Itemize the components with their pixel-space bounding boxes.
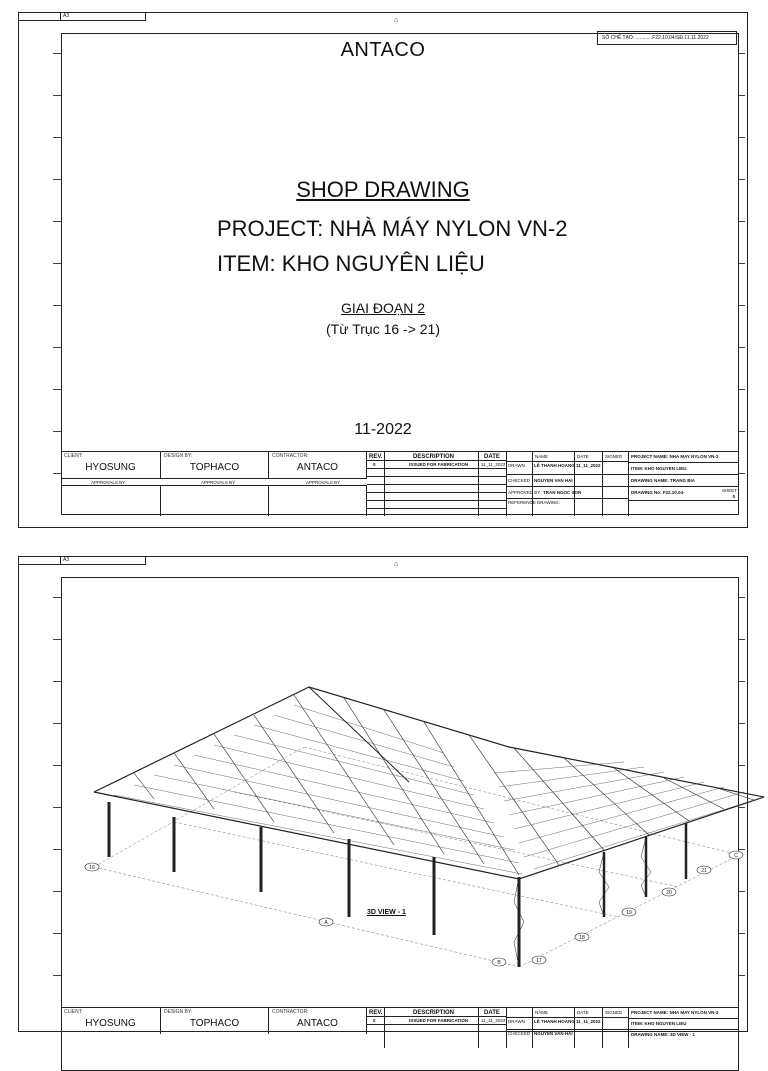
issue-date: 11-2022 xyxy=(354,421,412,438)
border-tick xyxy=(53,95,61,96)
client-name: HYOSUNG xyxy=(85,1018,136,1029)
border-tick xyxy=(739,765,745,766)
border-tick xyxy=(739,639,745,640)
grid-marker: B xyxy=(497,960,501,966)
design-name: TOPHACO xyxy=(189,1018,240,1029)
contractor-name: ANTACO xyxy=(297,1018,338,1029)
contractor-cell: CONTRACTOR: ANTACO xyxy=(269,1008,367,1034)
border-tick xyxy=(739,975,745,976)
grid-marker: 21 xyxy=(701,868,707,874)
border-tick xyxy=(53,849,61,850)
border-tick xyxy=(53,723,61,724)
border-tick xyxy=(53,807,61,808)
border-tick xyxy=(53,53,61,54)
border-tick xyxy=(739,431,745,432)
border-tick xyxy=(739,389,745,390)
title-block: CLIENT: HYOSUNG DESIGN BY: TOPHACO CONTRACTOR: ANTACO REV. 0 DESCRIPTION ISSUED FOR FABRICATION DATE 11_11_2022 DRAWN CHECKED NAME LÊ THANH HOANG NGUYEN VAN HAI DATE 11_11_2022 SIGNED PROJECT NAME: NHA MAY NYLON VN-2 ITEM: KHO NGUYEN LIEU DRAWING NAME: 3D VIEW - 1 xyxy=(61,1007,739,1071)
sign-date-column: DATE 11_11_2022 xyxy=(575,452,603,516)
border-tick xyxy=(739,137,745,138)
axis-range: (Từ Trục 16 -> 21) xyxy=(325,321,441,337)
border-tick xyxy=(53,473,61,474)
design-cell: DESIGN BY: TOPHACO xyxy=(161,1008,269,1034)
grid-marker: C xyxy=(734,853,738,859)
sheet-rev-box xyxy=(19,13,61,21)
project-title: PROJECT: NHÀ MÁY NYLON VN-2 xyxy=(217,216,568,241)
grid-marker: 16 xyxy=(89,865,95,871)
contractor-name: ANTACO xyxy=(297,462,338,473)
border-tick xyxy=(739,221,745,222)
item-title: ITEM: KHO NGUYÊN LIỆU xyxy=(217,251,485,276)
company-name: ANTACO xyxy=(340,39,426,61)
date-column: DATE 11_11_2022 xyxy=(479,452,507,516)
project-info-column: PROJECT NAME: NHA MAY NYLON VN-2 ITEM: KHO NGUYEN LIEU DRAWING NAME: TRANG BIA DRAWING No: F22.10.04- SHEET 0 xyxy=(631,454,737,499)
serial-number-box: SỐ CHẾ TẠO: ............F22.10.04/SĐ.11.11.2022 xyxy=(597,31,737,45)
center-mark: ⌂ xyxy=(394,561,399,568)
border-tick xyxy=(53,389,61,390)
border-tick xyxy=(53,681,61,682)
client-cell: CLIENT: HYOSUNG xyxy=(61,452,161,478)
border-tick xyxy=(53,975,61,976)
phase-title: GIAI ĐOẠN 2 xyxy=(340,300,426,316)
border-tick xyxy=(739,807,745,808)
border-tick xyxy=(739,849,745,850)
client-name: HYOSUNG xyxy=(85,462,136,473)
border-tick xyxy=(739,179,745,180)
grid-marker: 19 xyxy=(626,910,632,916)
border-tick xyxy=(53,347,61,348)
sheet-size-box xyxy=(61,13,146,21)
view-label: 3D VIEW - 1 xyxy=(367,909,406,916)
3d-view-sheet xyxy=(18,556,748,1037)
border-tick xyxy=(53,891,61,892)
title-block: CLIENT: HYOSUNG DESIGN BY: TOPHACO CONTRACTOR: ANTACO APPROVALS BY APPROVALS BY APPROVALS BY REV. 0 DESCRIPTION ISSUED FOR FABRICATION DATE 11_11_2022 DRAWN CHECKED APPROVED BY NAME LÊ THANH HOANG NGUYEN VAN HAI TRAN NGOC SON DATE 11_11_2022 SIGNED REFERENCE DRAWING: PROJECT NAME: NHA MAY NYLON VN-2 ITEM: KHO NGUYEN LIEU DRAWING NAME: TRANG BIA DRAWING No: F22.10.04- SHEET 0 xyxy=(61,451,739,515)
border-tick xyxy=(739,263,745,264)
cover-sheet xyxy=(18,12,748,528)
border-tick xyxy=(53,137,61,138)
border-tick xyxy=(739,891,745,892)
client-cell: CLIENT: HYOSUNG xyxy=(61,1008,161,1034)
grid-marker: 17 xyxy=(536,958,542,964)
border-tick xyxy=(739,347,745,348)
contractor-cell: CONTRACTOR: ANTACO xyxy=(269,452,367,478)
border-tick xyxy=(53,639,61,640)
border-tick xyxy=(53,597,61,598)
role-column: DRAWN CHECKED APPROVED BY xyxy=(507,452,533,516)
border-tick xyxy=(739,95,745,96)
name-column: NAME LÊ THANH HOANG NGUYEN VAN HAI TRAN NGOC SON xyxy=(533,452,575,516)
border-tick xyxy=(53,933,61,934)
shop-drawing-title: SHOP DRAWING xyxy=(296,177,470,202)
border-tick xyxy=(53,431,61,432)
grid-marker: 20 xyxy=(666,890,672,896)
sheet-rev-box xyxy=(19,557,61,565)
design-name: TOPHACO xyxy=(189,462,240,473)
border-tick xyxy=(53,263,61,264)
sheet-size-box xyxy=(61,557,146,565)
3d-structure-drawing xyxy=(74,617,754,977)
border-tick xyxy=(53,305,61,306)
sheet-size: A3 xyxy=(63,557,70,563)
border-tick xyxy=(739,681,745,682)
center-mark: ⌂ xyxy=(394,17,399,24)
border-tick xyxy=(53,765,61,766)
grid-marker: A xyxy=(324,920,328,926)
rev-column: REV. 0 xyxy=(367,452,385,516)
border-tick xyxy=(739,723,745,724)
signed-column: SIGNED xyxy=(603,452,629,516)
border-tick xyxy=(739,305,745,306)
sheet-size: A3 xyxy=(63,13,70,19)
border-tick xyxy=(739,597,745,598)
border-tick xyxy=(53,221,61,222)
grid-marker: 18 xyxy=(579,935,585,941)
border-tick xyxy=(739,933,745,934)
border-tick xyxy=(739,473,745,474)
description-column: DESCRIPTION ISSUED FOR FABRICATION xyxy=(385,452,479,516)
border-tick xyxy=(739,53,745,54)
design-cell: DESIGN BY: TOPHACO xyxy=(161,452,269,478)
border-tick xyxy=(53,179,61,180)
